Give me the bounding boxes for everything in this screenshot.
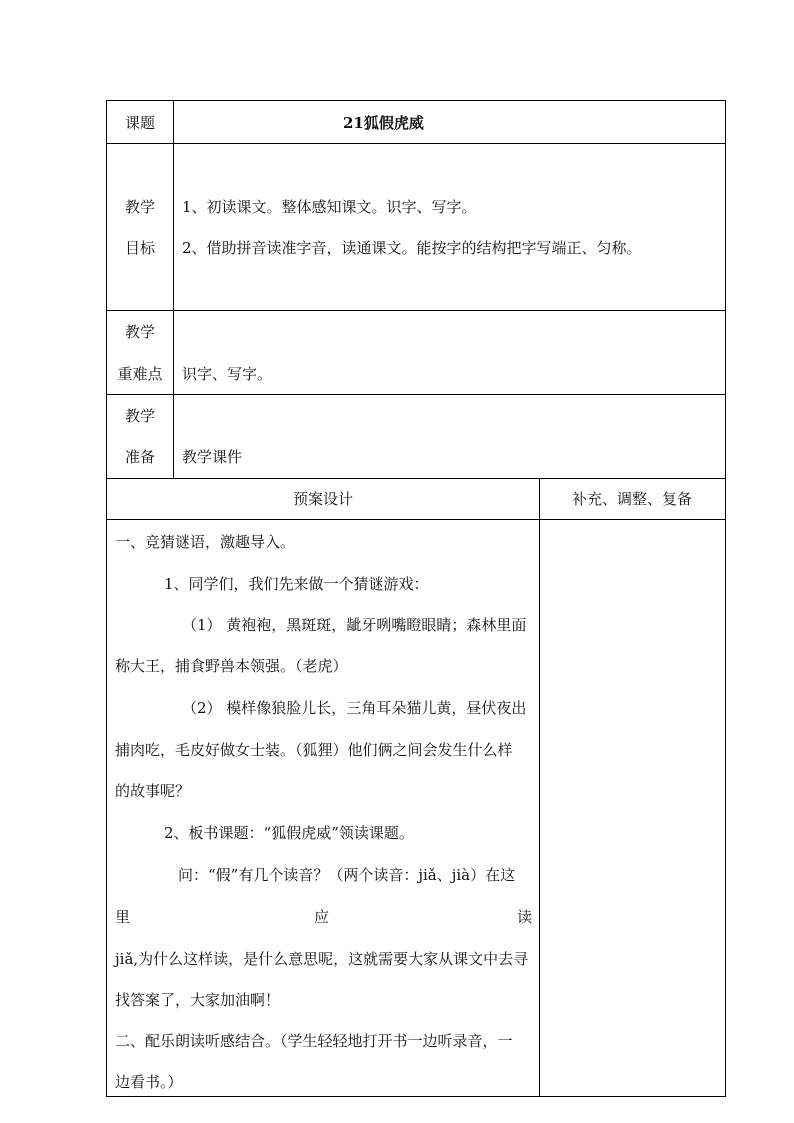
difficulty-content: 识字、写字。 bbox=[182, 365, 273, 383]
body-line: 边看书。） bbox=[115, 1073, 183, 1091]
goal-item-2: 2、借助拼音读准字音，读通课文。能按字的结构把字写端正、匀称。 bbox=[182, 239, 642, 257]
design-column-header: 预案设计 bbox=[292, 490, 353, 508]
body-line: 称大王，捕食野兽本领强。（老虎） bbox=[115, 657, 348, 675]
lesson-plan-table bbox=[106, 100, 726, 1097]
body-line: jiǎ,为什么这样读，是什么意思呢，这就需要大家从课文中去寻 bbox=[115, 950, 529, 968]
body-line: 问：“假”有几个读音？（两个读音：jiǎ、jià）在这 bbox=[178, 866, 516, 884]
preparation-label-line2: 准备 bbox=[124, 448, 155, 466]
body-line: 找答案了，大家加油啊！ bbox=[115, 991, 281, 1009]
label-column-divider bbox=[173, 101, 174, 478]
body-line: 捕肉吃，毛皮好做女士装。（狐狸）他们俩之间会发生什么样 bbox=[115, 741, 513, 759]
body-line: 读 bbox=[517, 908, 533, 926]
notes-column-divider bbox=[539, 478, 540, 1096]
body-line: 一、竞猜谜语，激趣导入。 bbox=[115, 533, 296, 551]
body-line: 二、配乐朗读听感结合。（学生轻轻地打开书一边听录音，一 bbox=[115, 1032, 513, 1050]
notes-column-header: 补充、调整、复备 bbox=[571, 490, 692, 508]
body-line: （1） 黄袍袍，黑斑斑，龇牙咧嘴瞪眼睛；森林里面 bbox=[182, 616, 527, 634]
row-divider bbox=[107, 143, 725, 144]
difficulty-label-line2: 重难点 bbox=[117, 365, 163, 383]
row-divider bbox=[107, 394, 725, 395]
row-divider bbox=[107, 310, 725, 311]
row-divider bbox=[107, 519, 725, 520]
goals-label-line2: 目标 bbox=[124, 239, 155, 257]
goals-label-line1: 教学 bbox=[124, 198, 155, 216]
body-line: 1、同学们，我们先来做一个猜谜游戏： bbox=[164, 575, 429, 593]
goal-item-1: 1、初读课文。整体感知课文。识字、写字。 bbox=[182, 198, 477, 216]
body-line: 里 bbox=[115, 908, 131, 926]
preparation-label-line1: 教学 bbox=[124, 407, 155, 425]
body-line: （2） 模样像狼脸儿长，三角耳朵猫儿黄，昼伏夜出 bbox=[182, 699, 527, 717]
body-line: 的故事呢？ bbox=[115, 782, 191, 800]
row-divider bbox=[107, 478, 725, 479]
body-line: 应 bbox=[314, 908, 330, 926]
topic-label: 课题 bbox=[124, 114, 155, 132]
difficulty-label-line1: 教学 bbox=[124, 323, 155, 341]
preparation-content: 教学课件 bbox=[182, 448, 243, 466]
body-line: 2、板书课题：“狐假虎威”领读课题。 bbox=[164, 824, 414, 842]
lesson-title: 21狐假虎威 bbox=[343, 114, 424, 132]
